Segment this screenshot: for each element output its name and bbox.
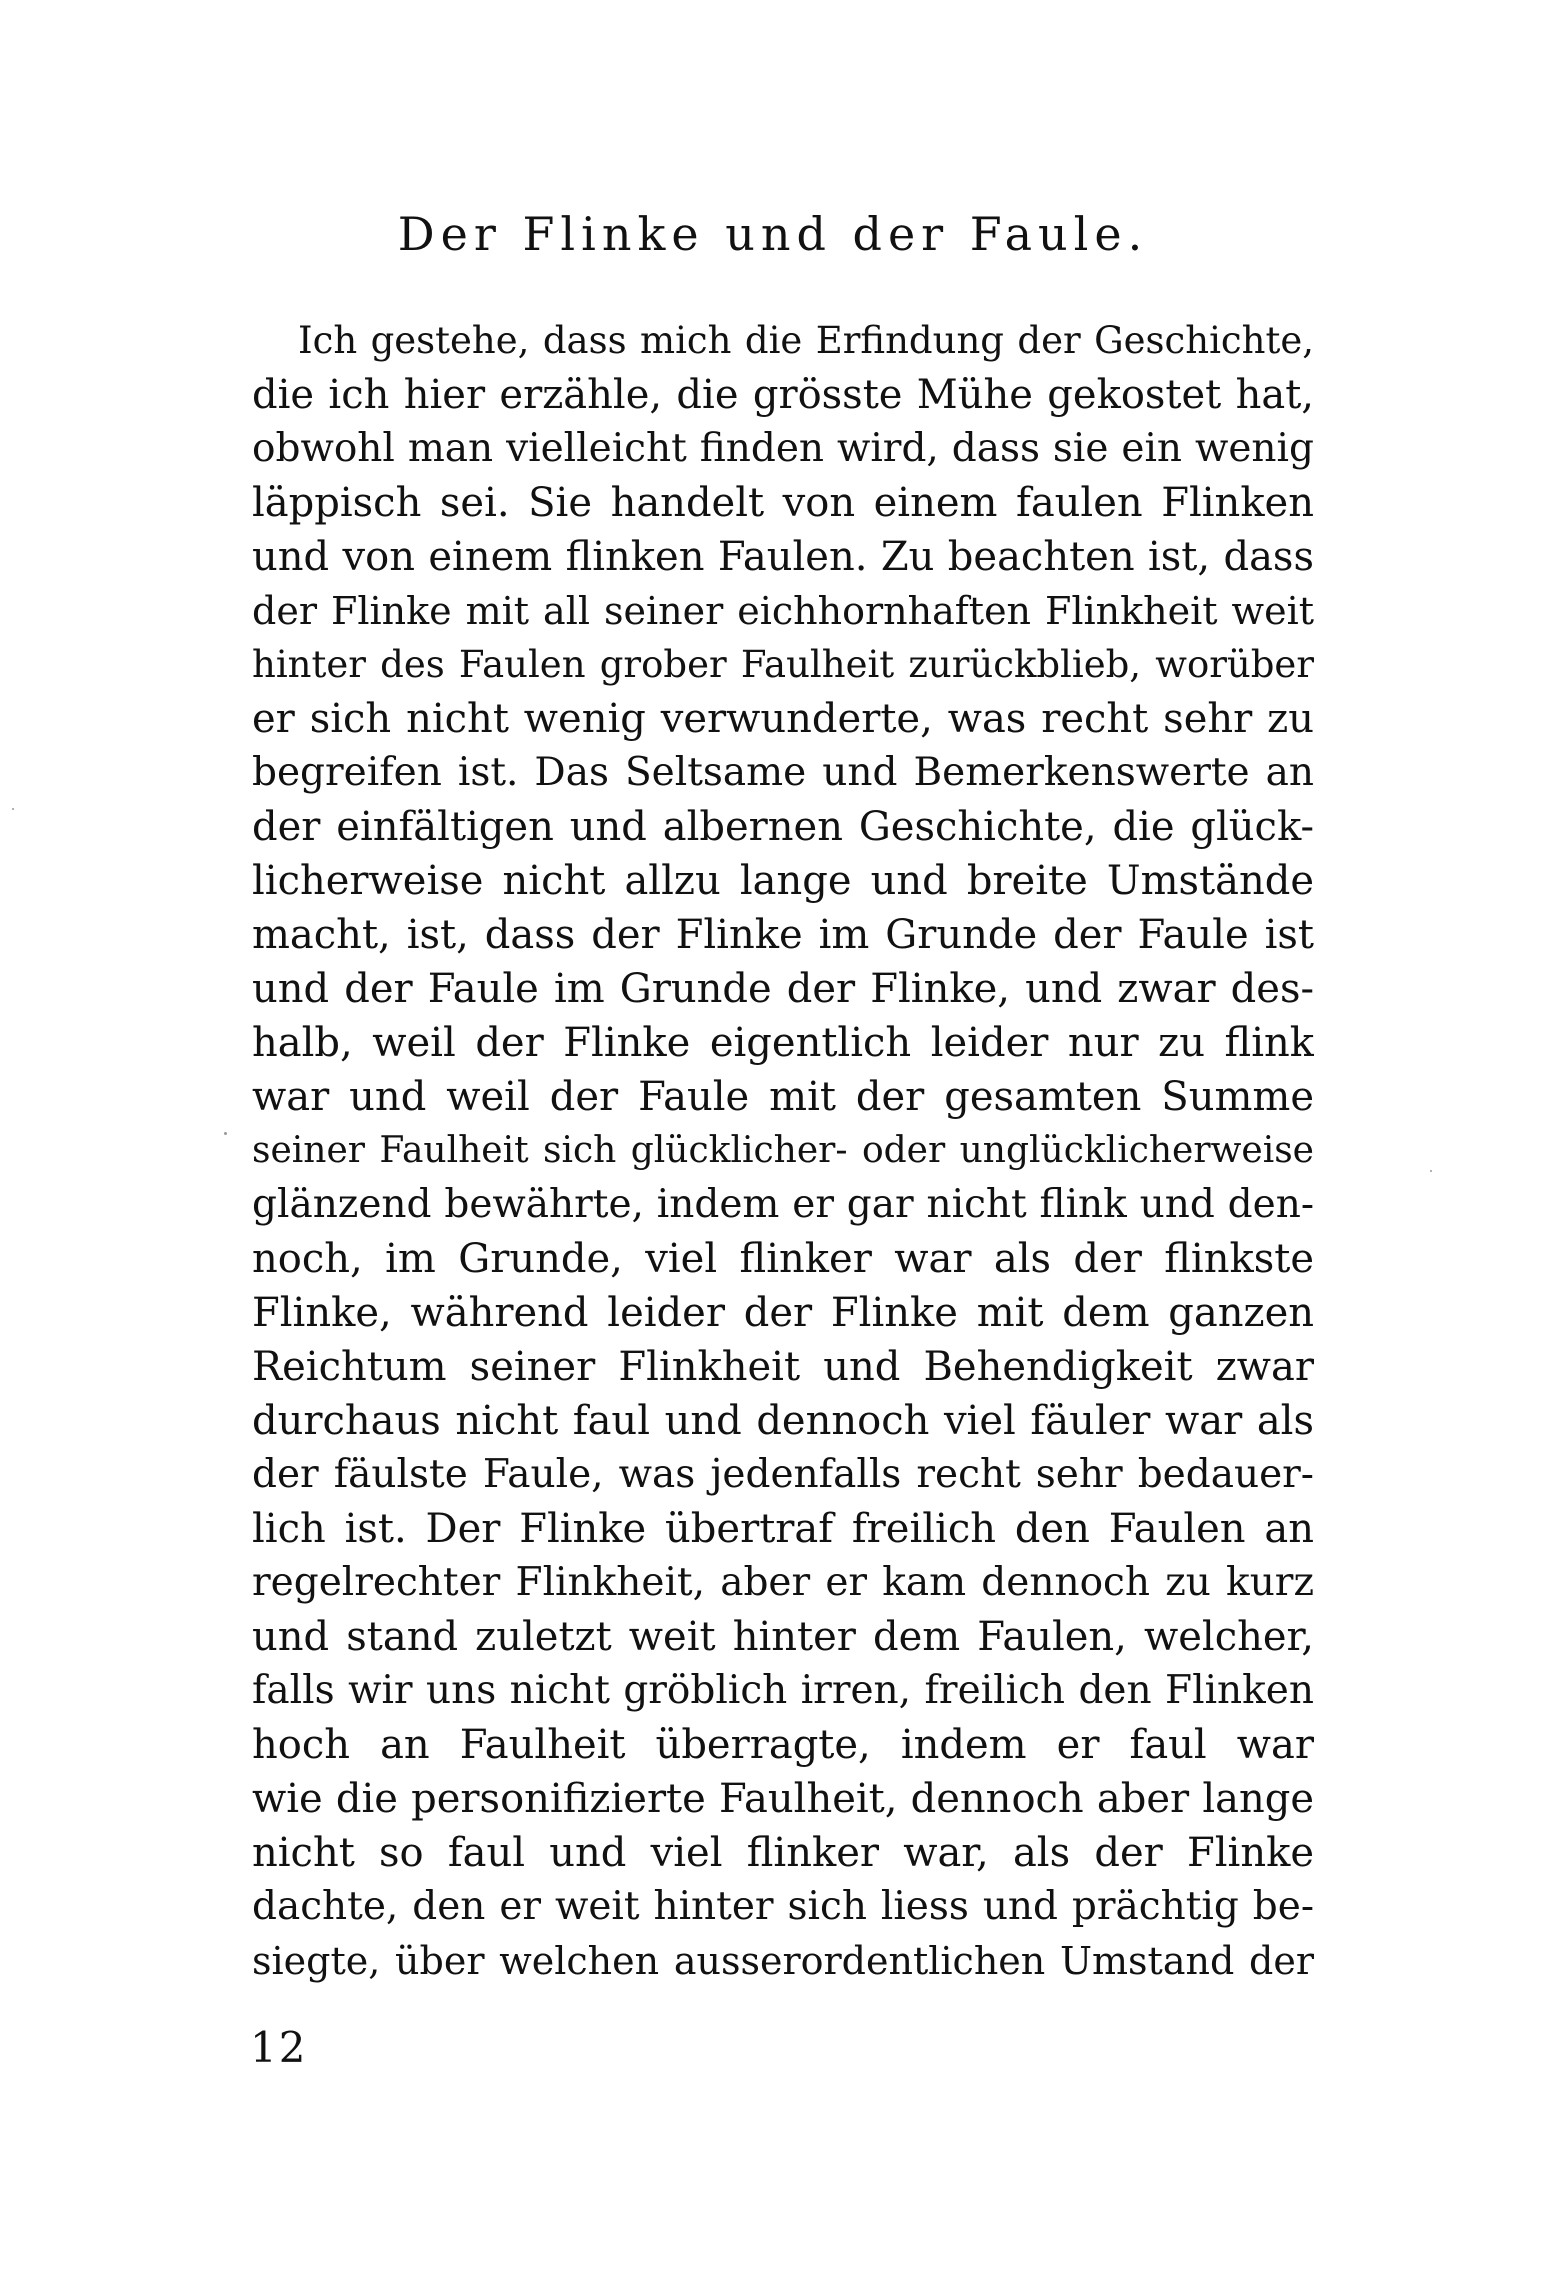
text-line: regelrechter Flinkheit, aber er kam dennoch zu kurz (252, 1560, 1314, 1605)
paper-speck (12, 808, 14, 810)
paper-speck (224, 1132, 227, 1135)
text-line: durchaus nicht faul und dennoch viel fäuler war als (252, 1398, 1314, 1444)
text-line: obwohl man vielleicht finden wird, dass sie ein wenig (252, 426, 1314, 471)
text-line: und stand zuletzt weit hinter dem Faulen, welcher, (252, 1614, 1314, 1660)
text-line: begreifen ist. Das Seltsame und Bemerkenswerte an (252, 750, 1314, 795)
text-line: macht, ist, dass der Flinke im Grunde der Faule ist (252, 912, 1314, 958)
body-paragraph (252, 314, 1314, 1988)
text-line: dachte, den er weit hinter sich liess und prächtig be- (252, 1884, 1314, 1929)
text-line: lich ist. Der Flinke übertraf freilich den Faulen an (252, 1506, 1314, 1552)
chapter-title: Der Flinke und der Faule. (397, 207, 1149, 261)
text-line: der fäulste Faule, was jedenfalls recht sehr bedauer- (252, 1452, 1314, 1497)
text-line: und von einem flinken Faulen. Zu beachten ist, dass (252, 534, 1314, 580)
text-line: hinter des Faulen grober Faulheit zurückblieb, worüber (252, 643, 1314, 686)
text-line: er sich nicht wenig verwunderte, was recht sehr zu (252, 696, 1314, 742)
text-line: Flinke, während leider der Flinke mit dem ganzen (252, 1290, 1314, 1336)
page-number: 12 (250, 2023, 308, 2072)
text-line: Ich gestehe, dass mich die Erfindung der Geschichte, (298, 319, 1314, 362)
text-line: hoch an Faulheit überragte, indem er faul war (252, 1722, 1314, 1768)
text-line: Reichtum seiner Flinkheit und Behendigkeit zwar (252, 1344, 1314, 1390)
text-line: läppisch sei. Sie handelt von einem faulen Flinken (252, 480, 1314, 526)
text-line: der Flinke mit all seiner eichhornhaften Flinkheit weit (252, 589, 1314, 633)
text-line: der einfältigen und albernen Geschichte, die glück- (252, 804, 1314, 850)
text-line: die ich hier erzähle, die grösste Mühe gekostet hat, (252, 372, 1314, 418)
text-line: noch, im Grunde, viel flinker war als der flinkste (252, 1236, 1314, 1282)
text-line: nicht so faul und viel flinker war, als der Flinke (252, 1830, 1314, 1876)
paper-speck (1430, 1170, 1432, 1172)
text-line: falls wir uns nicht gröblich irren, freilich den Flinken (252, 1668, 1314, 1713)
text-line: halb, weil der Flinke eigentlich leider nur zu flink (252, 1020, 1314, 1066)
text-line: wie die personifizierte Faulheit, dennoch aber lange (252, 1776, 1314, 1822)
text-line: siegte, über welchen ausserordentlichen Umstand der (252, 1939, 1314, 1983)
text-line: und der Faule im Grunde der Flinke, und zwar des- (252, 966, 1314, 1012)
text-line: war und weil der Faule mit der gesamten Summe (252, 1074, 1314, 1120)
text-line: licherweise nicht allzu lange und breite Umstände (252, 858, 1314, 904)
text-line: glänzend bewährte, indem er gar nicht flink und den- (252, 1182, 1314, 1227)
text-line: seiner Faulheit sich glücklicher- oder unglücklicherweise (252, 1130, 1314, 1171)
